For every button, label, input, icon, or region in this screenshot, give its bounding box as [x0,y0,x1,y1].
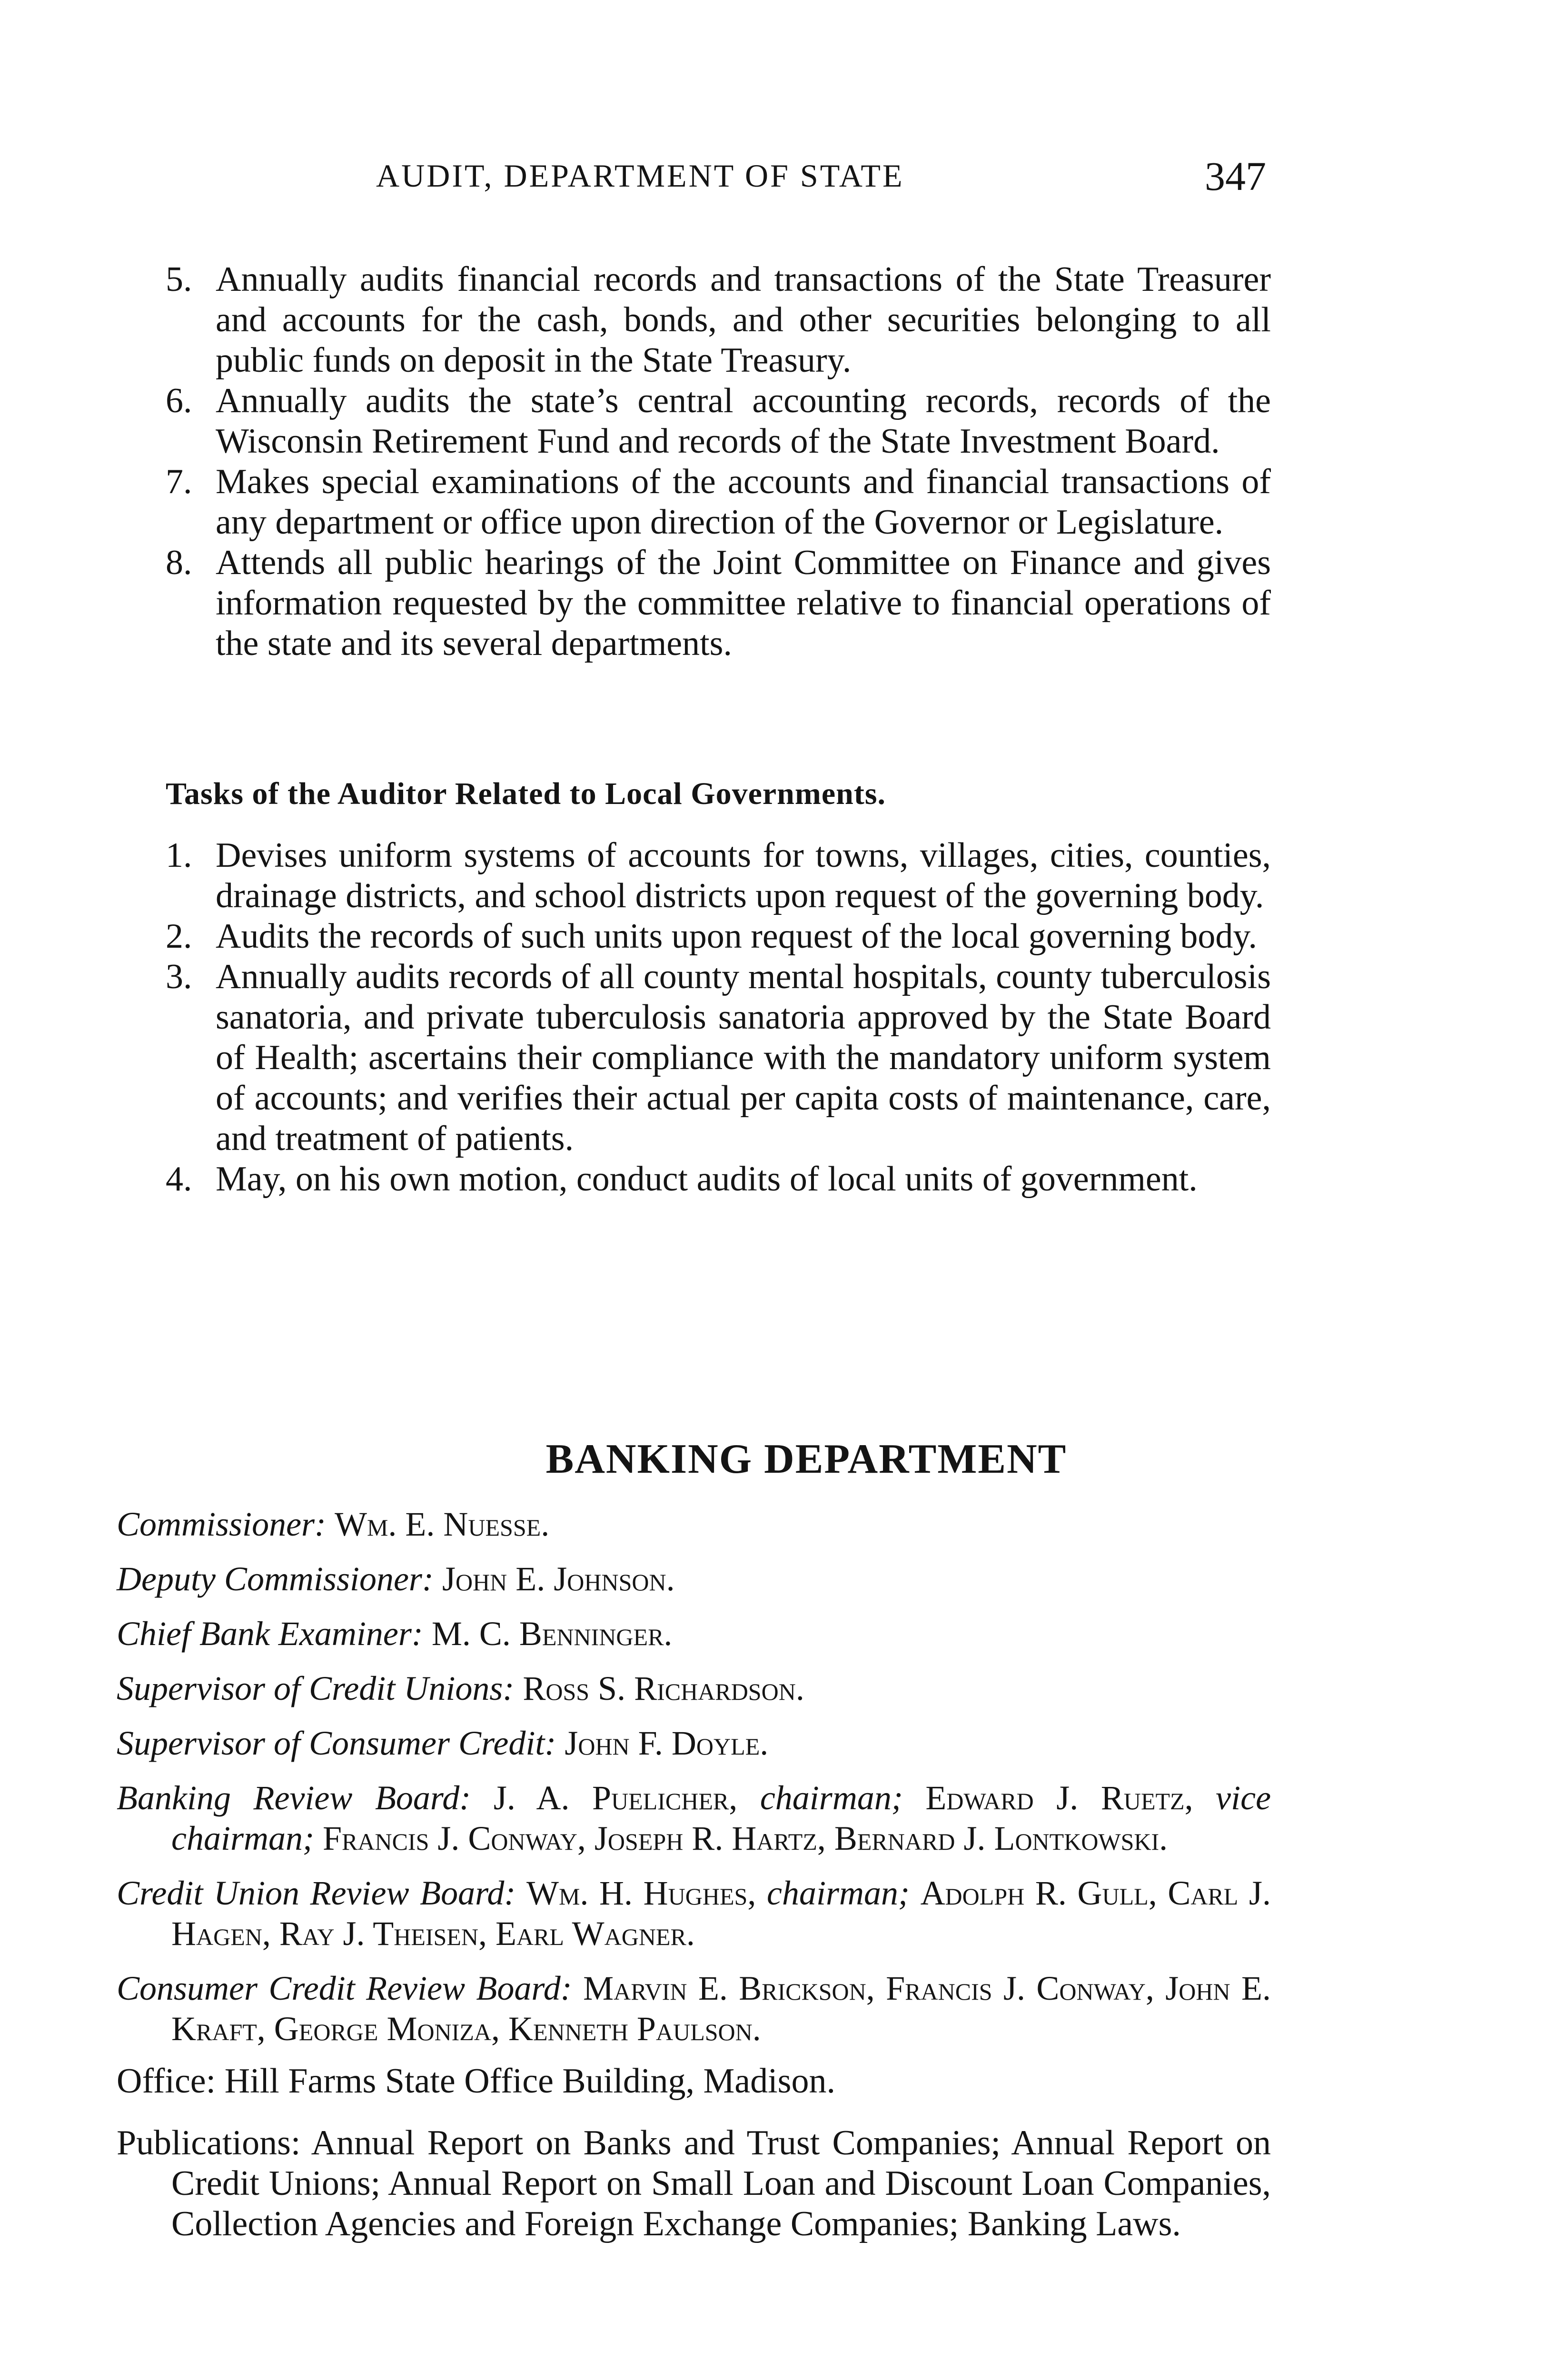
audit-tasks-list [166,259,1271,664]
banking-department-heading: BANKING DEPARTMENT [545,1436,1067,1482]
list-item [166,1159,1271,1200]
item-number: 5. [166,260,192,299]
item-text: May, on his own motion, conduct audits of local units of government. [216,1160,1198,1199]
staff-entry-credit-union-review-board [117,1873,1271,1954]
chair-name: Wm. H. Hughes, [526,1874,756,1912]
local-governments-heading: Tasks of the Auditor Related to Local Governments. [166,776,886,811]
banking-staff-list [117,1504,1271,2063]
list-item [166,462,1271,543]
staff-entry-banking-review-board [117,1778,1271,1859]
role-label: Supervisor of Credit Unions: [117,1669,515,1707]
member-names: Marvin E. Brickson, Francis J. Conway, John E. Kraft, George Moniza, Kenneth Paulson. [171,1969,1271,2048]
staff-entry-chief-examiner [117,1614,1271,1654]
item-number: 7. [166,462,192,501]
list-item [166,835,1271,916]
office-address: Office: Hill Farms State Office Building, Madison. [117,2062,835,2101]
role-label: Chief Bank Examiner: [117,1615,423,1653]
item-number: 8. [166,543,192,582]
chair-name: J. A. Puelicher, [493,1779,738,1817]
person-name: M. C. Benninger. [431,1615,673,1653]
vice-chair-title: vice chairman; [171,1779,1271,1857]
role-label: Consumer Credit Review Board: [117,1969,572,2007]
publications-list: Publications: Annual Report on Banks and Trust Companies; Annual Report on Credit Unions; Annual Report on Small Loan and Discount Loan Companies, Collection Agencies and Foreign Exchange Companies; Banking Laws. [117,2123,1271,2243]
item-number: 3. [166,957,192,996]
item-text: Devises uniform systems of accounts for towns, villages, cities, counties, drainage districts, and school districts upon request of the governing body. [216,836,1271,915]
staff-entry-deputy [117,1559,1271,1599]
item-number: 2. [166,917,192,956]
staff-entry-consumer-credit-review-board [117,1968,1271,2049]
role-label: Credit Union Review Board: [117,1874,516,1912]
item-text: Makes special examinations of the accounts and financial transactions of any department or office upon direction of the Governor or Legislature. [216,462,1271,542]
item-text: Annually audits the state’s central accounting records, records of the Wisconsin Retirement Fund and records of the State Investment Board. [216,381,1271,461]
chair-title: chairman; [760,1779,903,1817]
staff-entry-consumer-credit-supervisor [117,1723,1271,1764]
staff-entry-commissioner [117,1504,1271,1545]
member-names: Adolph R. Gull, Carl J. Hagen, Ray J. Theisen, Earl Wagner. [171,1874,1271,1953]
role-label: Banking Review Board: [117,1779,471,1817]
member-names: Francis J. Conway, Joseph R. Hartz, Bernard J. Lontkowski. [322,1819,1168,1857]
item-text: Annually audits financial records and transactions of the State Treasurer and accounts for the cash, bonds, and other securities belonging to all public funds on deposit in the State Treasury. [216,260,1271,380]
item-number: 4. [166,1160,192,1199]
list-item [166,543,1271,664]
item-text: Attends all public hearings of the Joint Committee on Finance and gives information requested by the committee relative to financial operations of the state and its several departments. [216,543,1271,663]
role-label: Supervisor of Consumer Credit: [117,1724,556,1762]
item-text: Audits the records of such units upon request of the local governing body. [216,917,1258,956]
role-label: Commissioner: [117,1505,327,1543]
person-name: Ross S. Richardson. [523,1669,804,1707]
running-head [171,152,1266,209]
person-name: Wm. E. Nuesse. [335,1505,550,1543]
person-name: John E. Johnson. [442,1560,675,1598]
list-item [166,957,1271,1159]
list-item [166,259,1271,381]
item-number: 6. [166,381,192,420]
vice-chair-name: Edward J. Ruetz, [925,1779,1193,1817]
local-tasks-list [166,835,1271,1200]
item-text: Annually audits records of all county mental hospitals, county tuberculosis sanatoria, and private tuberculosis sanatoria approved by the State Board of Health; ascertains their compliance with the mandatory uniform system of accounts; and verifies their actual per capita costs of maintenance, care, and treatment of patients. [216,957,1271,1158]
running-title: AUDIT, DEPARTMENT OF STATE [376,158,904,194]
item-number: 1. [166,836,192,875]
staff-entry-credit-unions-supervisor [117,1668,1271,1709]
list-item [166,916,1271,957]
chair-title: chairman; [766,1874,910,1912]
role-label: Deputy Commissioner: [117,1560,434,1598]
list-item [166,381,1271,462]
page-number: 347 [1205,153,1266,199]
person-name: John F. Doyle. [565,1724,769,1762]
